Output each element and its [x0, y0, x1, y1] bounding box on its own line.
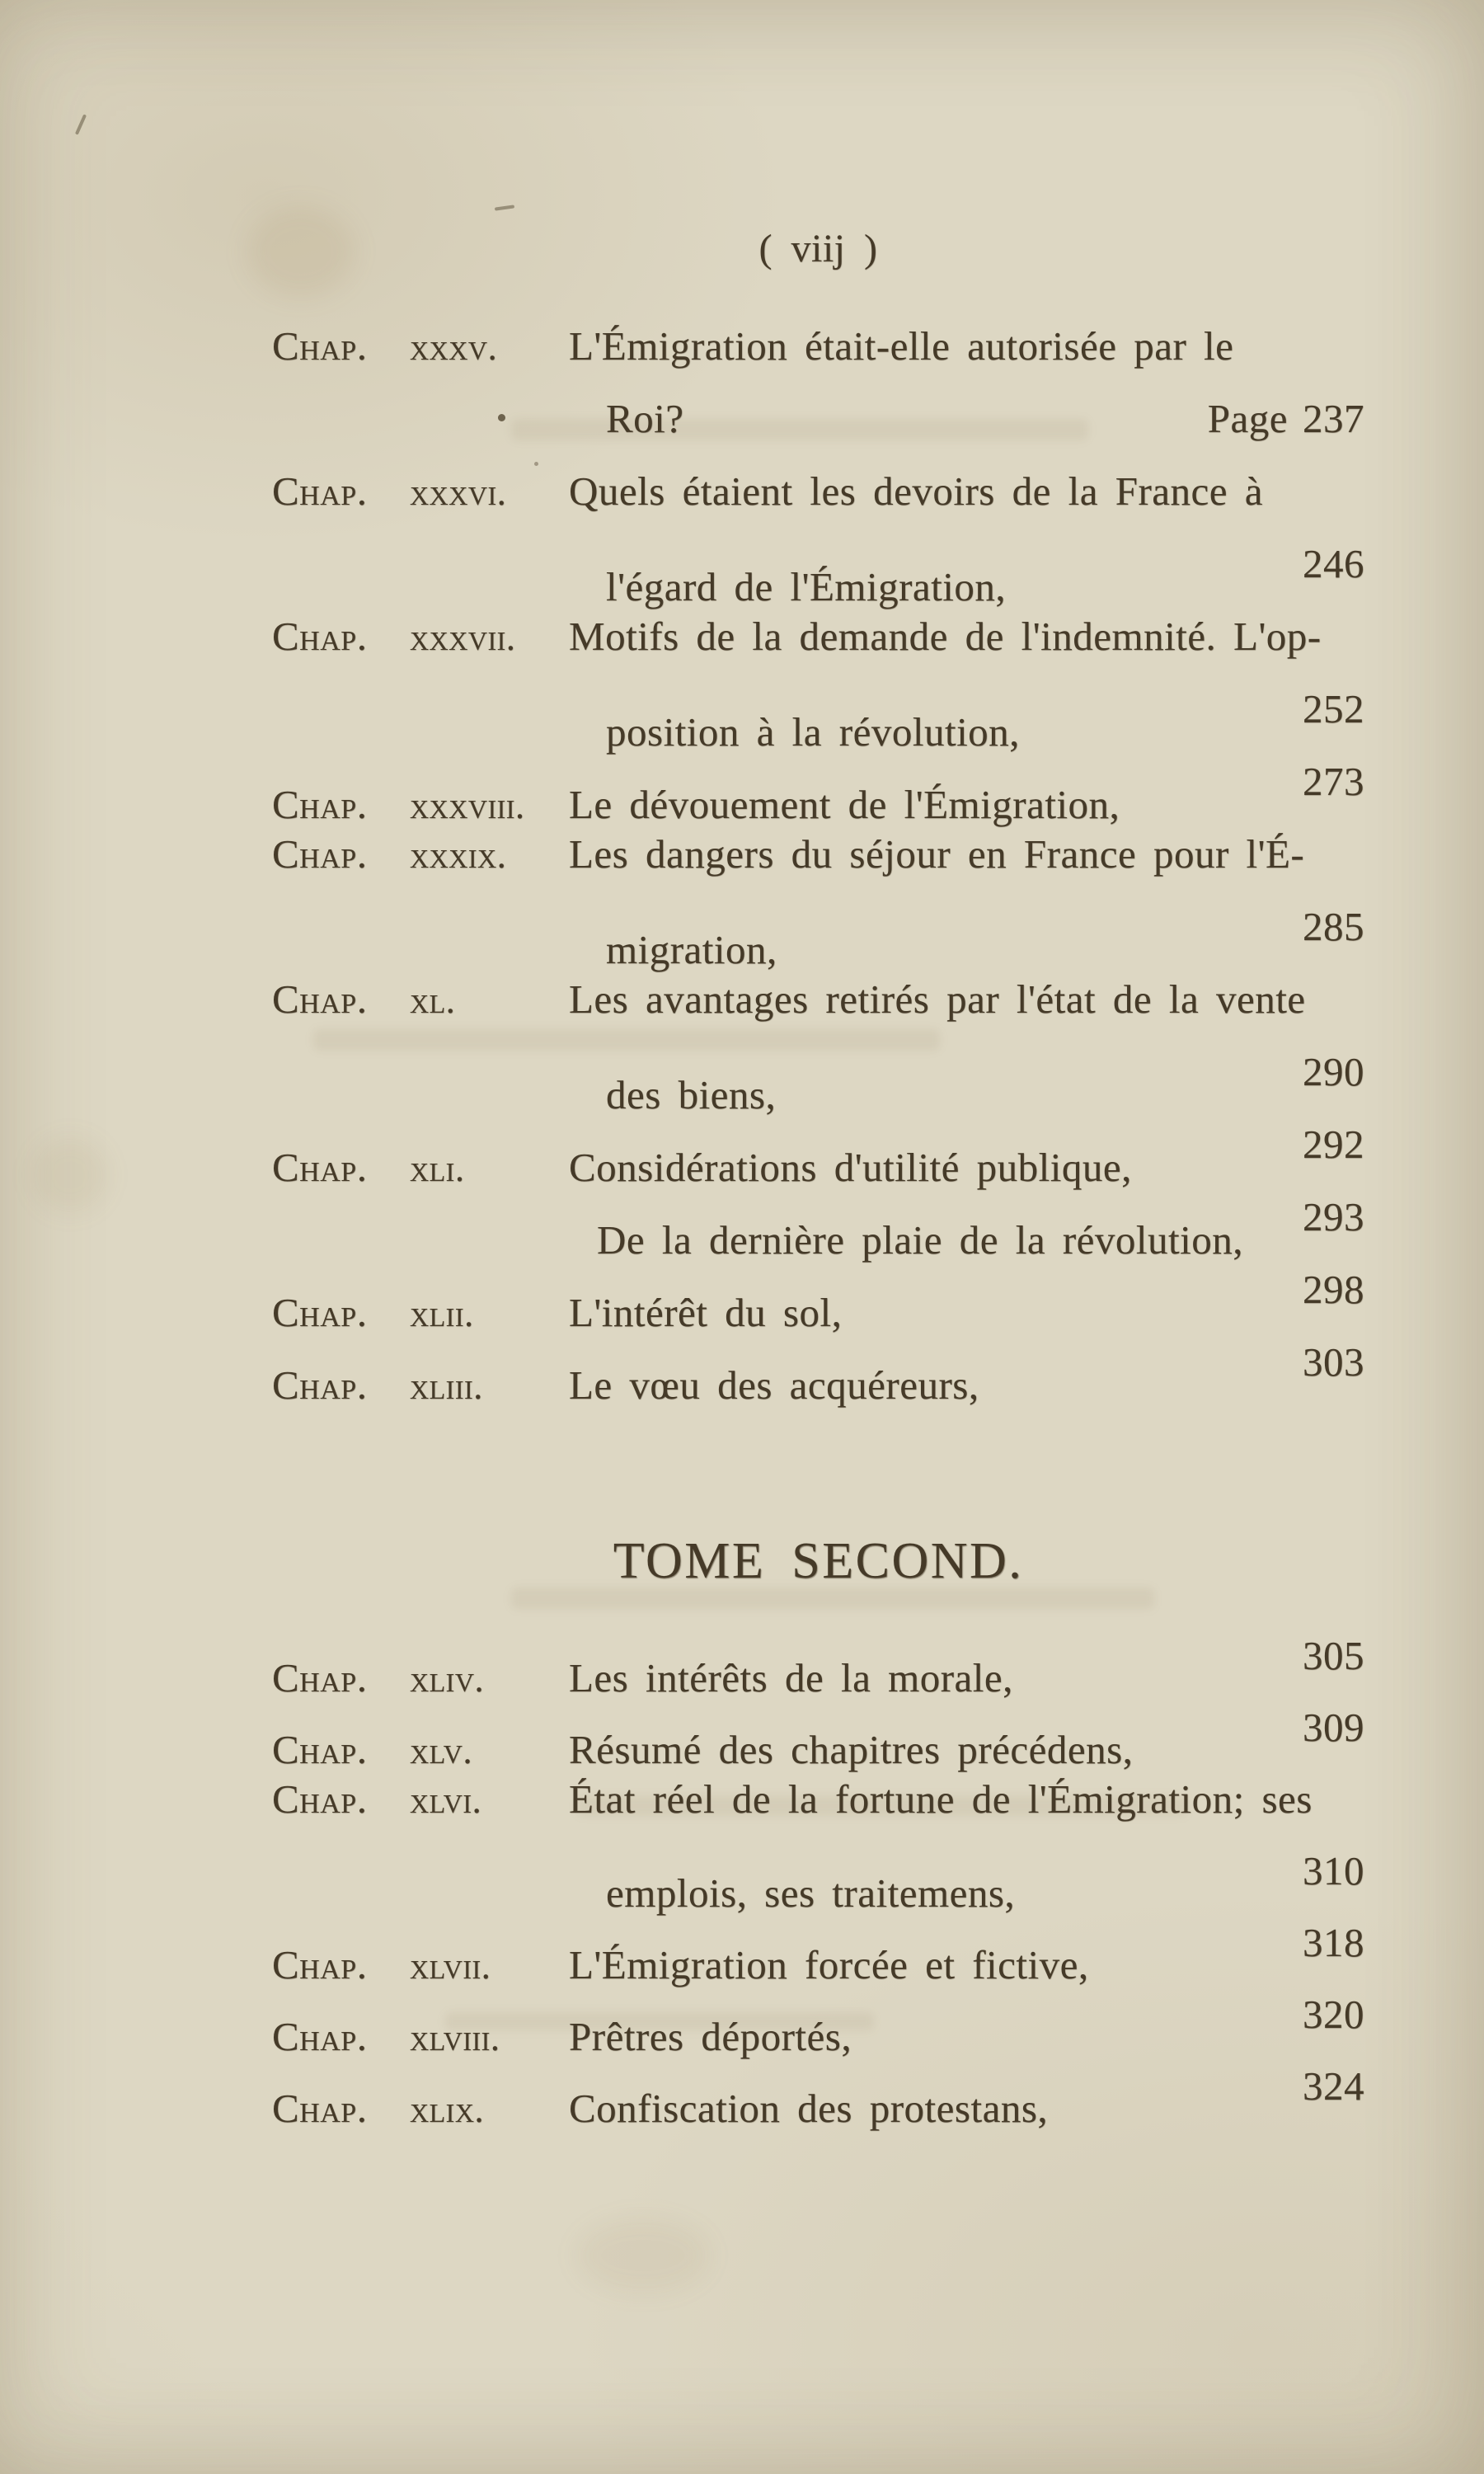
- page-number: Page 237: [1208, 383, 1364, 455]
- entry-title: De la dernière plaie de la révolution,: [597, 1217, 1243, 1263]
- toc-row: [272, 455, 1364, 528]
- chapter-numeral: xxxviii.: [410, 785, 525, 826]
- entry-title: L'Émigration était-elle autorisée par le: [569, 323, 1234, 369]
- entry-title: des biens,: [606, 1072, 777, 1117]
- toc-part-2: [272, 1620, 1364, 2131]
- entry-title: Motifs de la demande de l'indemnité. L'op-: [569, 614, 1322, 659]
- toc-row: [272, 1835, 1364, 1916]
- page-number: 292: [1303, 1122, 1364, 1167]
- chapter-numeral: xliv.: [410, 1658, 485, 1700]
- toc-row: [272, 528, 1364, 609]
- chapter-numeral: xliii.: [410, 1366, 483, 1407]
- chapter-numeral: xlix.: [410, 2089, 485, 2130]
- entry-title: l'égard de l'Émigration,: [606, 564, 1007, 609]
- toc-row: [272, 600, 1364, 673]
- entry-title: emplois, ses traitemens,: [606, 1870, 1016, 1916]
- page-number: 320: [1303, 1992, 1364, 2037]
- chapter-numeral: xxxvii.: [410, 617, 516, 658]
- toc-row: [272, 818, 1364, 891]
- chapter-label: Chap.: [272, 831, 368, 877]
- chapter-label: Chap.: [272, 1290, 368, 1335]
- chapter-label: Chap.: [272, 2014, 368, 2059]
- paper-stain: [33, 1138, 107, 1212]
- chapter-label: Chap.: [272, 1655, 368, 1700]
- entry-title: position à la révolution,: [606, 709, 1020, 755]
- chapter-label: Chap.: [272, 976, 368, 1022]
- chapter-numeral: xxxix.: [410, 835, 507, 876]
- page-number: 298: [1303, 1267, 1364, 1312]
- chapter-numeral: xlvii.: [410, 1945, 491, 1987]
- page-number: 293: [1303, 1194, 1364, 1239]
- page-number: 303: [1303, 1339, 1364, 1385]
- chapter-numeral: xxxvi.: [410, 472, 507, 513]
- toc-row: [272, 891, 1364, 972]
- entry-title: L'Émigration forcée et fictive,: [569, 1942, 1089, 1987]
- toc-row: [272, 1036, 1364, 1117]
- page-word: Page: [1207, 396, 1288, 441]
- entry-title: Le vœu des acquéreurs,: [569, 1362, 979, 1408]
- entry-title: Les intérêts de la morale,: [569, 1655, 1013, 1700]
- entry-title: L'intérêt du sol,: [569, 1290, 843, 1335]
- page-number: 324: [1303, 2063, 1364, 2109]
- chapter-label: Chap.: [272, 782, 368, 827]
- page-number: 318: [1303, 1920, 1364, 1965]
- entry-title: Considérations d'utilité publique,: [569, 1145, 1132, 1190]
- toc-row: [272, 673, 1364, 755]
- chapter-numeral: xlviii.: [410, 2017, 500, 2058]
- chapter-label: Chap.: [272, 1942, 368, 1987]
- toc-row: [272, 1108, 1364, 1190]
- chapter-label: Chap.: [272, 1776, 368, 1822]
- paper-fiber-mark: [495, 205, 514, 210]
- chapter-label: Chap.: [272, 1362, 368, 1408]
- toc-row: [272, 963, 1364, 1036]
- chapter-numeral: xli.: [410, 1148, 465, 1189]
- page-number: 305: [1303, 1633, 1364, 1678]
- page-number: 310: [1303, 1848, 1364, 1893]
- page-folio: ( viij ): [758, 227, 878, 270]
- chapter-label: Chap.: [272, 468, 368, 514]
- paper-stain: [577, 2218, 709, 2293]
- toc-row: [272, 1763, 1364, 1835]
- entry-title: Quels étaient les devoirs de la France à: [569, 468, 1264, 514]
- chapter-label: Chap.: [272, 323, 368, 369]
- entry-title: migration,: [606, 927, 777, 972]
- chapter-label: Chap.: [272, 1145, 368, 1190]
- entry-title: Les dangers du séjour en France pour l'É-: [569, 831, 1305, 877]
- page-number: 246: [1303, 541, 1364, 586]
- page-number: 273: [1303, 759, 1364, 804]
- page-number: 309: [1303, 1705, 1364, 1750]
- entry-title: Les avantages retirés par l'état de la vente: [569, 976, 1306, 1022]
- entry-title: Roi?: [606, 396, 684, 441]
- entry-title: Prêtres déportés,: [569, 2014, 852, 2059]
- toc-row: [272, 383, 1364, 455]
- toc-part-1: [272, 310, 1364, 1408]
- paper-fiber-mark: [75, 114, 87, 134]
- chapter-label: Chap.: [272, 2086, 368, 2131]
- entry-title: Le dévouement de l'Émigration,: [569, 782, 1120, 827]
- chapter-numeral: xlii.: [410, 1293, 474, 1334]
- chapter-numeral: xxxv.: [410, 327, 498, 368]
- toc-row: [272, 310, 1364, 383]
- tome-second-heading: TOME SECOND.: [613, 1533, 1024, 1589]
- toc-row: [272, 1620, 1364, 1700]
- chapter-label: Chap.: [272, 614, 368, 659]
- chapter-label: Chap.: [272, 1727, 368, 1772]
- chapter-numeral: xl.: [410, 980, 456, 1021]
- entry-title: Résumé des chapitres précédens,: [569, 1727, 1134, 1772]
- chapter-numeral: xlv.: [410, 1730, 473, 1771]
- page-number: 285: [1303, 904, 1364, 949]
- entry-title: Confiscation des protestans,: [569, 2086, 1049, 2131]
- page-number: 290: [1303, 1049, 1364, 1094]
- chapter-numeral: xlvi.: [410, 1780, 482, 1821]
- entry-title: État réel de la fortune de l'Émigration; ses: [569, 1776, 1313, 1822]
- page-number: 252: [1303, 686, 1364, 731]
